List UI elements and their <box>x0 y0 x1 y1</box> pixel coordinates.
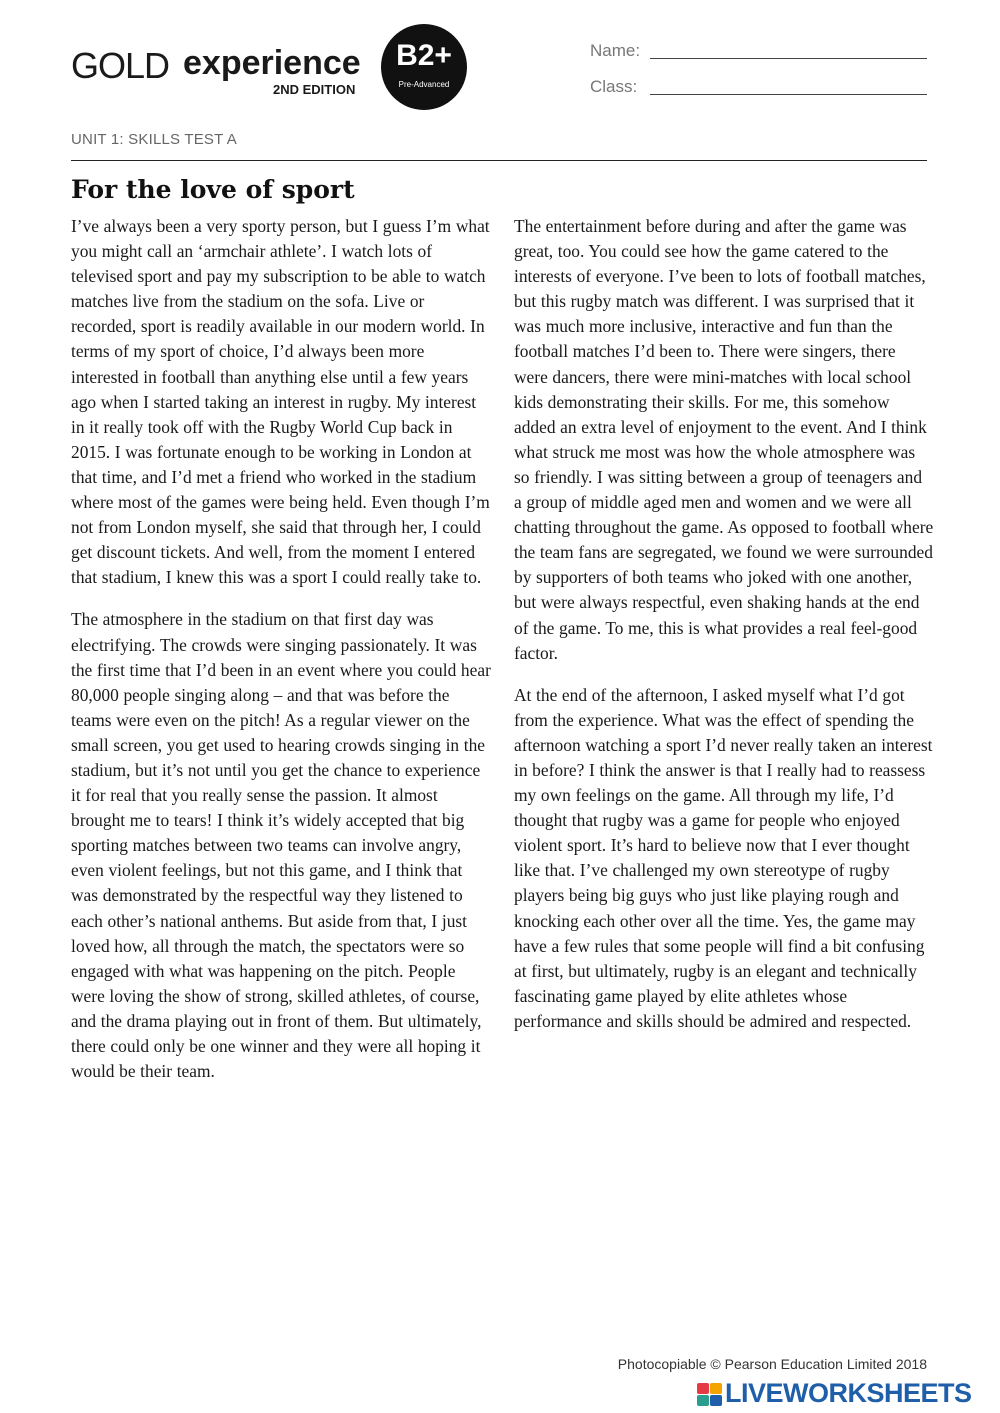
name-label: Name: <box>590 41 641 60</box>
paragraph-1: I’ve always been a very sporty person, but I guess I’m what you might call an ‘armchair athlete’. I watch lots of televised sport and pay my subscription to be able to watch matches live from the stadium on the sofa. Live or recorded, sport is readily available in our modern world. In terms of my sport of choice, I’d always been more interested in football than anything else until a few years ago when I started taking an interest in rugby. My interest in it really took off with the Rugby World Cup back in 2015. I was fortunate enough to be working in London at that time, and I’d met a friend who worked in the stadium where most of the games were being held. Even though I’m not from London myself, she said that through her, I could get discount tickets. And well, from the moment I entered that stadium, I knew this was a sport I could really take to. <box>71 216 490 588</box>
paragraph-3: The entertainment before during and after the game was great, too. You could see how the game catered to the interests of everyone. I’ve been to lots of football matches, but this rugby match was different. I was surprised that it was much more inclusive, interactive and fun than the football matches I’d been to. There were singers, there were dancers, there were mini-matches with local school kids demonstrating their skills. For me, this somehow added an extra level of enjoyment to the event. And I think what struck me most was how the whole atmosphere was so friendly. I was sitting between a group of teenagers and a group of middle aged men and women and we were all chatting throughout the game. As opposed to football where the team fans are segregated, we found we were surrounded by supporters of both teams who joked with one another, but were always respectful, even shaking hands at the end of the game. To me, this is what provides a real feel-good factor. <box>514 216 934 663</box>
name-field[interactable] <box>590 42 927 66</box>
right-column <box>514 214 934 1051</box>
class-field[interactable] <box>590 78 927 102</box>
paragraph-2: The atmosphere in the stadium on that first day was electrifying. The crowds were singing passionately. It was the first time that I’d been in an event where you could hear 80,000 people singing along – and that was before the teams were even on the pitch! As a regular viewer on the small screen, you get used to hearing crowds singing in the stadium, but it’s not until you get the chance to experience it for real that you really sense the passion. It almost brought me to tears! I think it’s widely accepted that big sporting matches between two teams can involve angry, even violent feelings, but not this game, and I think that was demonstrated by the respectful way they listened to each other’s national anthems. But aside from that, I just loved how, all through the match, the spectators were so engaged with what was happening on the pitch. People were loving the show of strong, skilled athletes, of course, and the drama playing out in front of them. But ultimately, there could only be one winner and they were all hoping it would be their team. <box>71 609 491 1082</box>
article-title: For the love of sport <box>71 175 355 204</box>
liveworksheets-text: LIVEWORKSHEETS <box>725 1378 972 1408</box>
name-line[interactable] <box>650 58 927 59</box>
copyright-notice: Photocopiable © Pearson Education Limited 2018 <box>617 1356 927 1372</box>
paragraph-4: At the end of the afternoon, I asked myself what I’d got from the experience. What was the effect of spending the afternoon watching a sport I’d never really taken an interest in before? I think the answer is that I really had to reassess my own feelings on the game. All through my life, I’d thought that rugby was a game for people who enjoyed violent sport. It’s hard to believe now that I ever thought like that. I’ve challenged my own stereotype of rugby players being big guys who just like playing rough and knocking each other over all the time. Yes, the game may have a few rules that some people will find a bit confusing at first, but ultimately, rugby is an elegant and technically fascinating game played by elite athletes whose performance and skills should be admired and respected. <box>514 684 933 1031</box>
level-text: B2+ <box>396 39 452 72</box>
unit-label: UNIT 1: SKILLS TEST A <box>71 131 237 148</box>
class-label: Class: <box>590 77 638 96</box>
liveworksheets-logo-icon <box>697 1383 723 1407</box>
edition-label: 2ND EDITION <box>273 82 356 97</box>
header-divider <box>71 160 927 161</box>
class-line[interactable] <box>650 94 927 95</box>
level-subtitle: Pre-Advanced <box>398 80 450 89</box>
brand-gold: GOLD <box>71 45 170 86</box>
brand-experience: experience <box>183 44 361 82</box>
left-column <box>71 214 491 1101</box>
level-badge <box>381 24 467 110</box>
